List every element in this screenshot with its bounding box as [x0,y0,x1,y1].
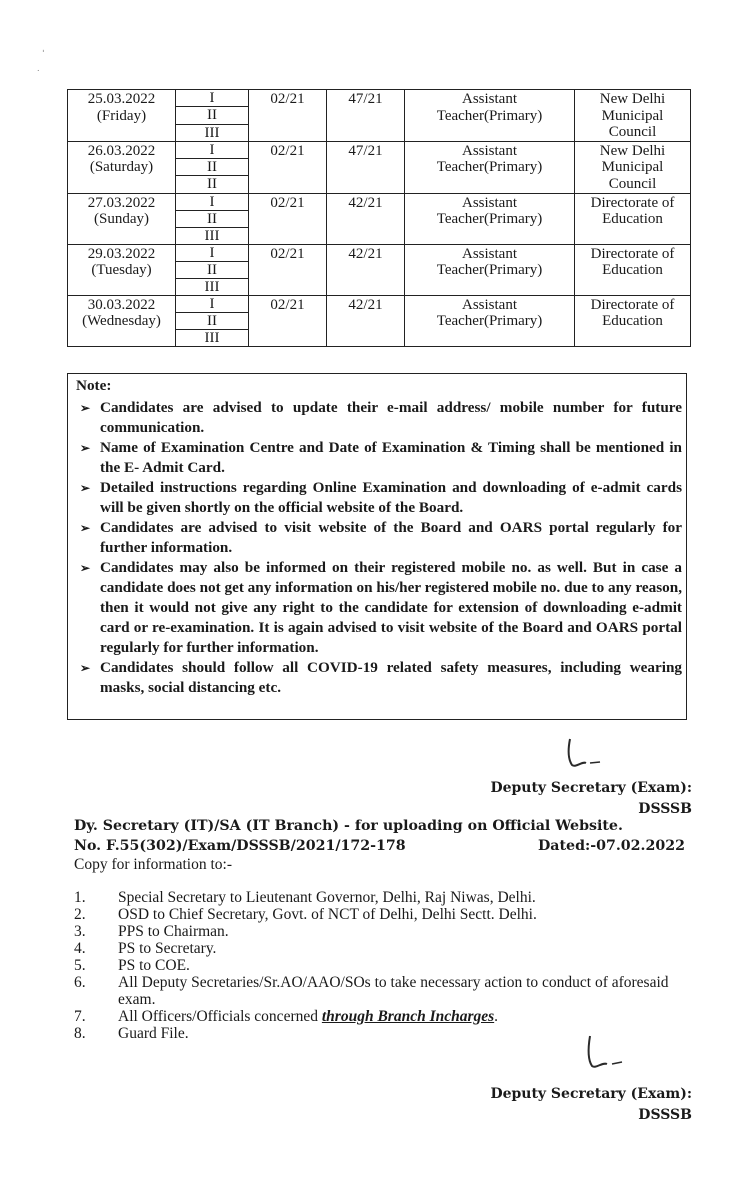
note-item-text: Detailed instructions regarding Online Examination and downloading of e-admit cards will be given shortly on the official website of the Board. [100,479,682,516]
exam-day: (Tuesday) [91,262,152,279]
post-name [405,193,575,244]
post-name-line: Assistant [461,142,517,159]
signatory-designation: Deputy Secretary (Exam): [490,780,692,796]
session-cell: II [176,176,249,193]
signatory-org: DSSSB [638,1107,692,1123]
copy-list-number: 8. [74,1025,86,1042]
exam-day: (Wednesday) [82,313,161,330]
department-line: Directorate of [590,245,675,262]
exam-day: (Friday) [96,107,147,124]
arrow-bullet-icon: ➢ [80,401,91,415]
exam-date: 29.03.2022 [87,245,156,262]
scan-mark: ˙ [36,70,41,80]
copy-list-item [74,889,694,906]
copy-list-text: OSD to Chief Secretary, Govt. of NCT of Delhi, Delhi Sectt. Delhi. [118,906,537,923]
post-name-line: Assistant [461,91,517,107]
note-item [80,558,682,658]
advt-number: 02/21 [249,193,327,244]
exam-date-cell [68,295,176,346]
reference-number: No. F.55(302)/Exam/DSSSB/2021/172-178 [74,838,406,854]
post-name [405,244,575,295]
copy-list-text: PS to COE. [118,957,190,974]
note-item-text: Candidates should follow all COVID-19 related safety measures, including wearing masks, social distancing etc. [100,659,682,696]
post-name-line: Teacher(Primary) [436,211,543,228]
signatory-designation: Deputy Secretary (Exam): [490,1086,692,1102]
copy-list-number: 5. [74,957,86,974]
session-cell: II [176,312,249,329]
arrow-bullet-icon: ➢ [80,561,91,575]
department [575,244,691,295]
copy-list-text: PS to Secretary. [118,940,217,957]
session-cell: III [176,227,249,244]
exam-date-cell [68,90,176,142]
post-name [405,295,575,346]
department-line: Council [608,124,657,141]
post-name [405,90,575,142]
post-name-line: Assistant [461,245,517,262]
copy-list-suffix: . [494,1008,499,1025]
session-cell: I [176,244,249,261]
arrow-bullet-icon: ➢ [80,661,91,675]
department-line: Education [602,313,663,330]
copy-list-number: 6. [74,974,86,991]
schedule-row [68,141,691,158]
session-cell: II [176,261,249,278]
session-cell: I [176,193,249,210]
advt-number: 02/21 [249,90,327,142]
arrow-bullet-icon: ➢ [80,521,91,535]
copy-list-item [74,906,694,923]
post-name-line: Teacher(Primary) [436,313,543,330]
post-name-line: Teacher(Primary) [436,262,543,279]
exam-date: 26.03.2022 [87,142,156,159]
department [575,90,691,142]
dated: Dated:-07.02.2022 [538,838,685,854]
exam-date: 30.03.2022 [87,296,156,313]
arrow-bullet-icon: ➢ [80,481,91,495]
note-item [80,518,682,558]
department-line: Education [602,211,663,228]
schedule-row [68,295,691,312]
department-line: Directorate of [590,296,675,313]
post-code: 47/21 [327,141,405,193]
note-item [80,438,682,478]
post-name-line: Assistant [461,194,517,211]
department [575,193,691,244]
copy-list-item [74,974,694,1008]
department [575,295,691,346]
schedule-row [68,244,691,261]
department-line: New Delhi [599,142,666,159]
department [575,141,691,193]
copy-list [74,889,694,1042]
session-cell: I [176,90,249,107]
post-code: 42/21 [327,295,405,346]
advt-number: 02/21 [249,141,327,193]
copy-list-number: 4. [74,940,86,957]
note-list [80,398,682,698]
note-title: Note: [76,377,112,394]
note-item-text: Candidates are advised to visit website of the Board and OARS portal regularly for further information. [100,519,682,556]
copy-list-item [74,940,694,957]
signature-block-2 [420,1084,692,1126]
department-line: Council [608,175,657,192]
post-name [405,141,575,193]
department-line: Directorate of [590,194,675,211]
signatory-org: DSSSB [638,801,692,817]
signature-scribble [560,735,610,775]
note-item [80,658,682,698]
post-code: 47/21 [327,90,405,142]
scan-mark: ˌ [42,44,45,54]
post-name-line: Assistant [461,296,517,313]
session-cell: I [176,295,249,312]
note-item [80,478,682,518]
schedule-row [68,193,691,210]
session-cell: II [176,210,249,227]
department-line: New Delhi [599,91,666,107]
session-cell: III [176,329,249,346]
copy-list-text: PPS to Chairman. [118,923,229,940]
copy-list-number: 2. [74,906,86,923]
exam-date: 27.03.2022 [87,194,156,211]
session-cell: III [176,278,249,295]
session-cell: I [176,141,249,158]
department-line: Municipal [601,159,664,176]
note-box [67,373,687,720]
copy-list-text: Special Secretary to Lieutenant Governor, Delhi, Raj Niwas, Delhi. [118,889,536,906]
copy-list-item [74,1008,694,1025]
exam-date-cell [68,141,176,193]
exam-day: (Sunday) [94,211,149,228]
exam-date-cell [68,244,176,295]
post-name-line: Teacher(Primary) [436,107,543,124]
note-item [80,398,682,438]
exam-day: (Saturday) [89,159,154,176]
advt-number: 02/21 [249,295,327,346]
session-cell: II [176,107,249,124]
copy-list-number: 3. [74,923,86,940]
note-item-text: Name of Examination Centre and Date of Examination & Timing shall be mentioned in the E- Admit Card. [100,439,682,476]
arrow-bullet-icon: ➢ [80,441,91,455]
signature-scribble [580,1032,632,1076]
copy-list-text: All Officers/Officials concerned [118,1008,322,1025]
exam-schedule-table [67,89,691,347]
copy-list-number: 7. [74,1008,86,1025]
copy-list-text: All Deputy Secretaries/Sr.AO/AAO/SOs to take necessary action to conduct of aforesaid exam. [118,974,669,1008]
copy-list-item [74,923,694,940]
note-item-text: Candidates are advised to update their e-mail address/ mobile number for future communication. [100,399,682,436]
signature-block-1 [420,778,692,820]
exam-date-cell [68,193,176,244]
copy-list-text: Guard File. [118,1025,189,1042]
post-name-line: Teacher(Primary) [436,159,543,176]
post-code: 42/21 [327,244,405,295]
department-line: Municipal [601,107,664,124]
copy-for-information: Copy for information to:- [74,856,232,873]
copy-list-item [74,957,694,974]
note-item-text: Candidates may also be informed on their registered mobile no. as well. But in case a candidate does not get any information on his/her registered mobile no. due to any reason, then it would not give any right to the candidate for extension of downloading e-admit card or re-examination. It is again advised to visit website of the Board and OARS portal regularly for further information. [100,559,682,656]
schedule-row [68,90,691,107]
post-code: 42/21 [327,193,405,244]
department-line: Education [602,262,663,279]
session-cell: II [176,159,249,176]
copy-list-number: 1. [74,889,86,906]
session-cell: III [176,124,249,141]
copy-list-emphasis: through Branch Incharges [321,1008,495,1025]
advt-number: 02/21 [249,244,327,295]
exam-date: 25.03.2022 [87,91,156,107]
forwarding-line: Dy. Secretary (IT)/SA (IT Branch) - for uploading on Official Website. [74,818,623,834]
